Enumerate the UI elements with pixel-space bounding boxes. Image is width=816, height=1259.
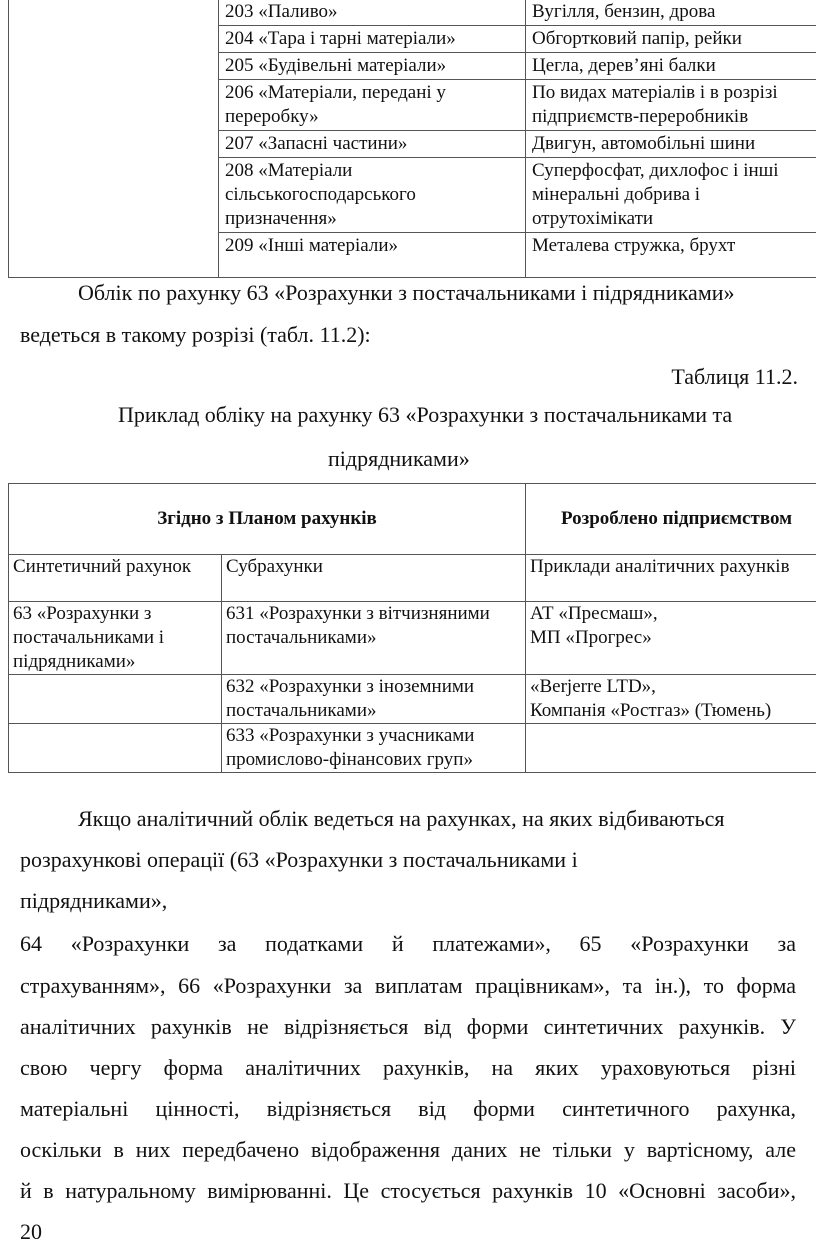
table-cell (9, 675, 222, 724)
table-cell (9, 724, 222, 773)
table-cell: Цегла, дерев’яні балки (526, 53, 816, 80)
example-line: МП «Прогрес» (530, 627, 652, 648)
table-header-row (9, 484, 816, 555)
intro-line: Облік по рахунку 63 «Розрахунки з постачальниками і підрядниками» (78, 280, 735, 305)
table-title: Приклад обліку на рахунку 63 «Розрахунки з постачальниками та (118, 402, 733, 427)
table-cell (526, 602, 816, 675)
header-cell: Згідно з Планом рахунків (9, 484, 526, 555)
table-cell: 206 «Матеріали, передані у переробку» (219, 80, 526, 131)
example-line: «Berjerre LTD», (530, 676, 656, 697)
body-line: підрядниками», (20, 888, 168, 913)
body-line: й в натуральному вимірюванні. Це стосується рахунків 10 «Основні засоби», (20, 1178, 796, 1203)
table-cell: 63 «Розрахунки з постачальниками і підрядниками» (9, 602, 222, 675)
table-cell: 208 «Матеріали сільськогосподарського призначення» (219, 158, 526, 233)
table-label: Таблиця 11.2. (671, 364, 798, 389)
table-cell: 203 «Паливо» (219, 0, 526, 26)
table-cell: Суперфосфат, дихлофос і інші мінеральні добрива і отрутохімікати (526, 158, 816, 233)
table-cell: Обгортковий папір, рейки (526, 26, 816, 53)
example-line: АТ «Пресмаш», (530, 603, 658, 624)
table-cell (526, 724, 816, 773)
column-header: Синтетичний рахунок (9, 555, 222, 602)
intro-line: ведеться в такому розрізі (табл. 11.2): (20, 322, 371, 347)
table-cell: Двигун, автомобільні шини (526, 131, 816, 158)
header-cell: Розроблено підприємством (526, 484, 816, 555)
table-cell: 209 «Інші матеріали» (219, 233, 526, 278)
table-cell: 631 «Розрахунки з вітчизняними постачальниками» (222, 602, 526, 675)
table-cell: Металева стружка, брухт (526, 233, 816, 278)
table-cell: 632 «Розрахунки з іноземними постачальниками» (222, 675, 526, 724)
accounts-table (8, 483, 816, 773)
table-cell (9, 0, 219, 278)
table-row (9, 555, 816, 602)
table-row (9, 675, 816, 724)
body-line: розрахункові операції (63 «Розрахунки з постачальниками і (20, 847, 578, 872)
body-line: аналітичних рахунків не відрізняється від форми синтетичних рахунків. У (20, 1014, 796, 1039)
body-line: Якщо аналітичний облік ведеться на рахунках, на яких відбиваються (78, 806, 725, 831)
column-header: Приклади аналітичних рахунків (526, 555, 816, 602)
table-row (9, 602, 816, 675)
page-number: 20 (20, 1219, 42, 1244)
table-cell (526, 675, 816, 724)
example-line: Компанія «Ростгаз» (Тюмень) (530, 700, 772, 721)
materials-table (8, 0, 816, 278)
table-cell: 204 «Тара і тарні матеріали» (219, 26, 526, 53)
table-row (9, 724, 816, 773)
table-cell: 633 «Розрахунки з учасниками промислово-фінансових груп» (222, 724, 526, 773)
table-cell: 205 «Будівельні матеріали» (219, 53, 526, 80)
table-cell: Вугілля, бензин, дрова (526, 0, 816, 26)
column-header: Субрахунки (222, 555, 526, 602)
table-cell: По видах матеріалів і в розрізі підприємств-переробників (526, 80, 816, 131)
body-line: оскільки в них передбачено відображення даних не тільки у вартісному, але (20, 1137, 796, 1162)
table-cell: 207 «Запасні частини» (219, 131, 526, 158)
table-title: підрядниками» (328, 446, 470, 471)
table-row (9, 0, 816, 26)
body-line: страхуванням», 66 «Розрахунки за виплатам працівникам», та ін.), то форма (20, 973, 796, 998)
body-line: 64 «Розрахунки за податками й платежами», 65 «Розрахунки за (20, 931, 796, 956)
body-line: матеріальні цінності, відрізняється від форми синтетичного рахунка, (20, 1096, 796, 1121)
body-line: свою чергу форма аналітичних рахунків, на яких ураховуються різні (20, 1055, 796, 1080)
